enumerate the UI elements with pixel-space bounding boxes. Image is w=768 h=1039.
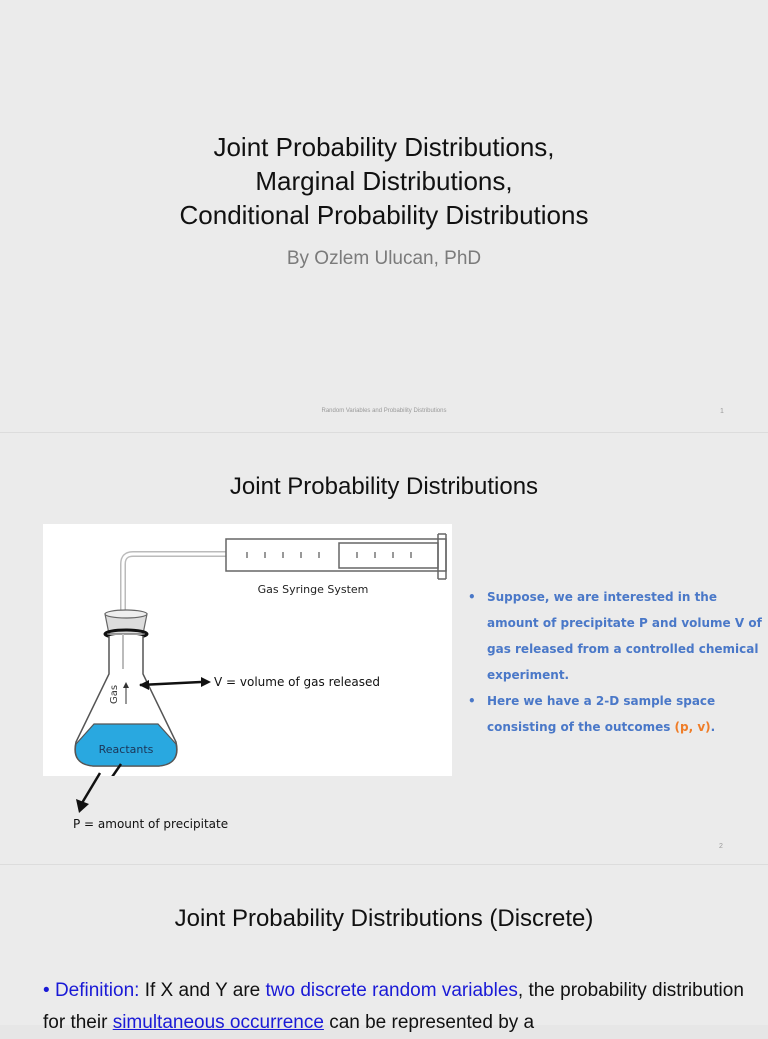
gas-label: Gas — [109, 684, 120, 704]
slide-title: Joint Probability Distributions (Discrete) — [174, 905, 594, 932]
highlight-term: two discrete random variables — [265, 980, 518, 1001]
bullet-dot-icon: • — [43, 980, 50, 1001]
title-line-3: Conditional Probability Distributions — [179, 200, 589, 230]
highlight-term-link[interactable]: simultaneous occurrence — [112, 1012, 324, 1033]
syringe-plunger — [339, 543, 438, 568]
page-number: 1 — [720, 408, 724, 415]
definition-bullet: • Definition: If X and Y are two discrete random variables, the probability distribution for their simultaneous occurrence can be represented by a — [43, 980, 744, 1033]
title-line-2: Marginal Distributions, — [255, 166, 513, 196]
discrete-distribution-slide — [0, 864, 768, 1033]
definition-label: Definition: — [54, 980, 140, 1001]
p-arrow-tail — [70, 763, 130, 823]
slide-title: Joint Probability Distributions — [229, 473, 539, 500]
bullet-list — [463, 584, 763, 740]
bullet-dot-icon: • — [468, 590, 476, 604]
v-arrow — [140, 682, 201, 685]
p-label: P = amount of precipitate — [73, 817, 229, 831]
reactants-label: Reactants — [98, 743, 154, 756]
flask-syringe-illustration — [43, 524, 452, 776]
author-byline: By Ozlem Ulucan, PhD — [286, 248, 482, 269]
title-slide — [0, 0, 768, 432]
experiment-diagram — [43, 524, 452, 776]
outcome-pair: (p, v) — [674, 720, 711, 734]
syringe-label: Gas Syringe System — [257, 583, 369, 596]
bullet-dot-icon: • — [468, 694, 476, 708]
v-label: V = volume of gas released — [214, 675, 380, 689]
gas-tube — [123, 554, 226, 619]
bullet-item: • Suppose, we are interested in the amount of precipitate P and volume V of gas released from a controlled chemical experiment. — [463, 584, 763, 688]
title-slide-heading — [0, 130, 768, 232]
bullet-item: • Here we have a 2-D sample space consisting of the outcomes (p, v). — [463, 688, 763, 740]
slide-footer: Random Variables and Probability Distributions — [321, 408, 447, 414]
joint-distribution-slide — [0, 432, 768, 865]
title-line-1: Joint Probability Distributions, — [213, 132, 555, 162]
page-number: 2 — [719, 843, 723, 850]
